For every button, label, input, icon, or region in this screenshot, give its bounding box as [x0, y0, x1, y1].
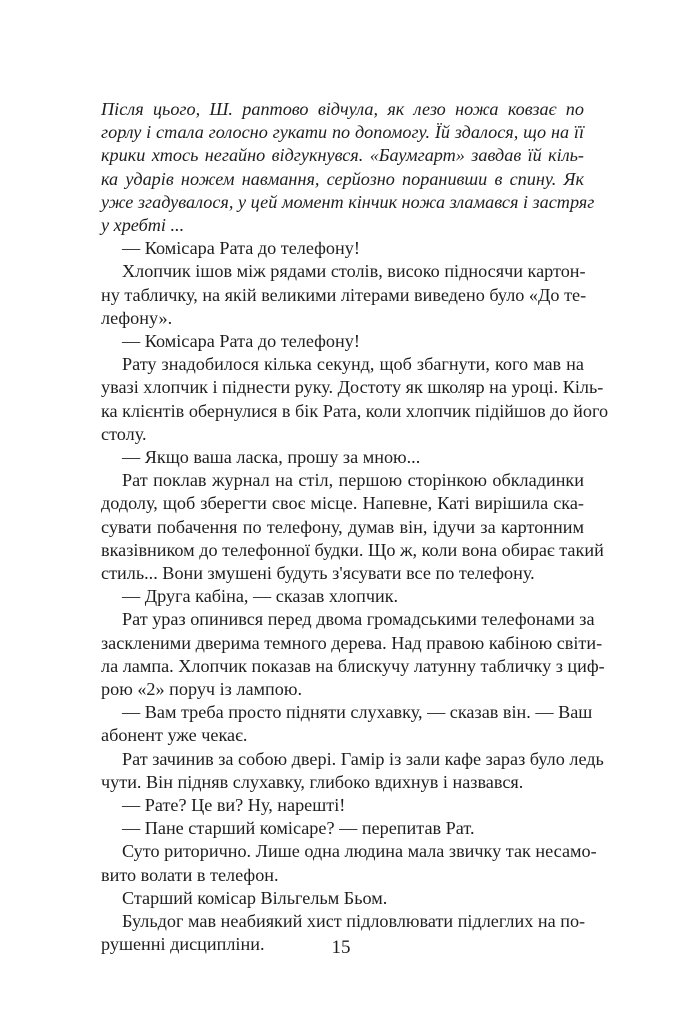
text-line: Старший комісар Вільгельм Бьом. — [122, 887, 388, 908]
text-line: лефону». — [101, 307, 173, 328]
text-line: уже згадувалося, у цей момент кінчик ножа зламався і застряг — [101, 191, 595, 212]
text-line: додолу, щоб зберегти своє місце. Напевне, Каті вирішила ска- — [101, 493, 584, 514]
text-line: вказівником до телефонної будки. Що ж, коли вона обирає такий — [101, 539, 604, 560]
text-line: — Комісара Рата до телефону! — [122, 331, 360, 351]
text-line: Бульдог мав неабиякий хист підловлювати підлеглих на по- — [122, 911, 586, 931]
text-line: Рат ураз опинився перед двома громадськими телефонами за — [122, 609, 595, 630]
text-line: ка ударів ножем навмання, серйозно поранивши в спину. Як — [101, 168, 584, 189]
text-line: ну табличку, на якій великими літерами виведено було «До те- — [101, 284, 587, 305]
text-line: — Комісара Рата до телефону! — [122, 238, 360, 259]
text-line: чути. Він підняв слухавку, глибоко вдихнув і назвався. — [101, 771, 524, 792]
text-line: горлу і стала голосно гукати по допомогу. Їй здалося, що на її — [101, 122, 584, 143]
text-line: столу. — [101, 423, 147, 444]
text-line: сувати побачення по телефону, думав він, ідучи за картонним — [101, 516, 584, 537]
text-line: абонент уже чекає. — [101, 725, 248, 746]
text-line: ка клієнтів обернулися в бік Рата, коли хлопчик підійшов до його — [101, 400, 609, 421]
text-line: Суто риторично. Лише одна людина мала звичку так несамо- — [122, 841, 597, 862]
text-line: ла лампа. Хлопчик показав на блискучу латунну табличку з циф- — [101, 655, 605, 676]
text-line: — Друга кабіна, — сказав хлопчик. — [122, 586, 399, 607]
text-line: Після цього, Ш. раптово відчула, як лезо ножа ковзає по — [101, 99, 584, 119]
text-line: засклeними дверима темного дерева. Над правою кабіною світи- — [101, 632, 603, 653]
page-number: 15 — [331, 937, 351, 958]
text-line: — Рате? Це ви? Ну, нарешті! — [122, 795, 346, 815]
text-line: увазі хлопчик і піднести руку. Достоту як школяр на уроці. Кіль- — [101, 377, 604, 398]
text-line: — Пане старший комісаре? — перепитав Рат. — [122, 818, 475, 839]
text-line: Рат зачинив за собою двері. Гамір із зали кафе зараз було ледь — [122, 748, 604, 769]
text-line: Хлопчик ішов між рядами столів, високо підносячи картон- — [122, 261, 586, 282]
text-line: Рат поклав журнал на стіл, першою сторінкою обкладинки — [122, 470, 584, 491]
text-line: — Вам треба просто підняти слухавку, — сказав він. — Ваш — [122, 702, 593, 723]
text-line: крики хтось негайно відгукнувся. «Баумгарт» завдав їй кіль- — [101, 145, 584, 166]
text-line: рушенні дисципліни. — [101, 934, 265, 955]
text-line: вито волати в телефон. — [101, 864, 279, 885]
text-line: стиль... Вони змушені будуть з'ясувати все по телефону. — [101, 563, 535, 583]
text-line: Рату знадобилося кілька секунд, щоб збагнути, кого мав на — [122, 354, 584, 375]
text-line: у хребті ... — [101, 215, 185, 235]
text-line: рою «2» поруч із лампою. — [101, 679, 303, 699]
text-line: — Якщо ваша ласка, прошу за мною... — [122, 447, 421, 467]
